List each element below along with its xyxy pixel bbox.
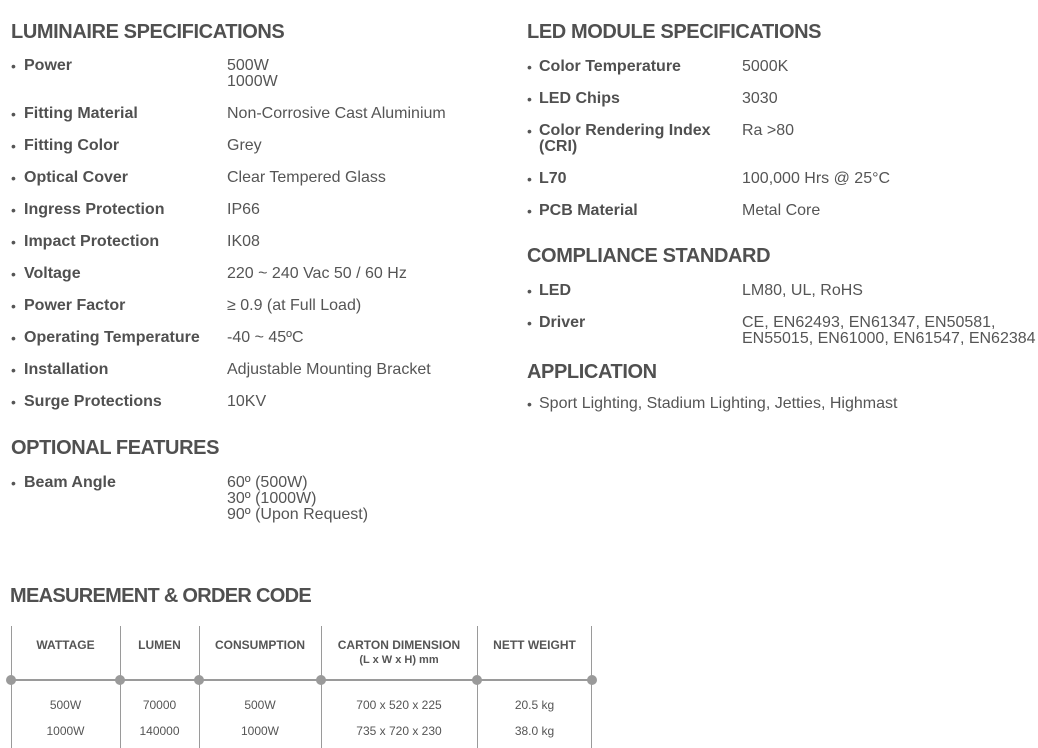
spec-value-line: 5000K [742, 58, 789, 75]
optional-features-title: OPTIONAL FEATURES [11, 437, 220, 459]
spec-value-line: Ra >80 [742, 122, 795, 139]
spec-value [227, 58, 517, 90]
table-header-cell [321, 638, 477, 668]
spec-value-line: Non-Corrosive Cast Aluminium [227, 105, 446, 122]
bullet-glyph: • [527, 203, 532, 219]
spec-label-line: LED Chips [539, 90, 620, 107]
table-header-divider [11, 679, 592, 681]
spec-label [539, 203, 739, 219]
spec-value-line: IK08 [227, 233, 260, 250]
table-cell: 500W [244, 698, 276, 712]
spec-value-line: Clear Tempered Glass [227, 169, 386, 186]
table-cell: 700 x 520 x 225 [356, 698, 442, 712]
spec-label-line: L70 [539, 170, 567, 187]
spec-value-line: 1000W [227, 73, 278, 90]
spec-label-line: PCB Material [539, 202, 638, 219]
spec-label: Optical Cover [24, 169, 129, 186]
led-module-specs-title: LED MODULE SPECIFICATIONS [527, 21, 822, 43]
table-node-dot [316, 675, 326, 685]
spec-value-line: 500W [227, 57, 269, 74]
spec-value [227, 475, 517, 523]
application-section [527, 360, 1032, 414]
spec-value [742, 203, 1038, 219]
spec-label [539, 283, 739, 299]
bullet-glyph: • [527, 171, 532, 187]
spec-value-line: EN55015, EN61000, EN61547, EN62384 [742, 330, 1036, 347]
table-header-text: CONSUMPTION [215, 638, 305, 652]
spec-label: Operating Temperature [24, 329, 200, 346]
bullet-glyph: • [527, 396, 532, 412]
spec-label-line: (CRI) [539, 138, 578, 155]
spec-value [227, 298, 517, 314]
bullet-glyph: • [527, 123, 532, 139]
spec-label: Power [24, 57, 73, 74]
bullet-glyph: • [11, 202, 16, 218]
spec-value [742, 123, 1038, 139]
bullet-glyph: • [527, 315, 532, 331]
spec-value [227, 330, 517, 346]
table-cell: 140000 [139, 724, 180, 738]
spec-value-line: Metal Core [742, 202, 821, 219]
spec-label-line: Driver [539, 314, 586, 331]
order-code-table [11, 626, 592, 748]
spec-value-line: 60º (500W) [227, 474, 308, 491]
application-title: APPLICATION [527, 361, 657, 383]
spec-value [227, 234, 517, 250]
bullet-glyph: • [11, 106, 16, 122]
spec-value-line: Adjustable Mounting Bracket [227, 361, 431, 378]
spec-label-line: Color Rendering Index [539, 122, 711, 139]
led-module-section [527, 20, 1032, 219]
luminaire-specs-title: LUMINAIRE SPECIFICATIONS [11, 21, 285, 43]
bullet-glyph: • [11, 170, 16, 186]
table-node-dot [115, 675, 125, 685]
bullet-glyph: • [11, 266, 16, 282]
bullet-glyph: • [11, 394, 16, 410]
table-node-dot [472, 675, 482, 685]
table-header-text: CARTON DIMENSION [337, 638, 461, 652]
spec-value-line: 100,000 Hrs @ 25°C [742, 170, 891, 187]
spec-label: Surge Protections [24, 393, 162, 410]
table-header-cell [199, 638, 321, 653]
bullet-glyph: • [11, 330, 16, 346]
spec-value-line: Grey [227, 137, 262, 154]
table-header-text: (L x W x H) mm [359, 654, 439, 666]
table-header-cell [120, 638, 199, 653]
application-text: Sport Lighting, Stadium Lighting, Jetties, Highmast [539, 395, 898, 412]
spec-label [539, 171, 739, 187]
spec-label [539, 91, 739, 107]
measurement-order-code-title: MEASUREMENT & ORDER CODE [10, 585, 311, 607]
spec-label: Voltage [24, 265, 81, 282]
table-header-text: NETT WEIGHT [493, 638, 576, 652]
table-cell: 70000 [142, 698, 177, 712]
spec-value [227, 202, 517, 218]
bullet-glyph: • [11, 58, 16, 74]
compliance-section [527, 244, 1036, 347]
spec-label [539, 59, 739, 75]
spec-label: Impact Protection [24, 233, 160, 250]
spec-label [539, 315, 739, 331]
spec-value [227, 394, 517, 410]
spec-label: Ingress Protection [24, 201, 165, 218]
table-cell: 1000W [240, 724, 280, 738]
spec-value-line: ≥ 0.9 (at Full Load) [227, 297, 362, 314]
left-column [11, 20, 511, 410]
compliance-standard-title: COMPLIANCE STANDARD [527, 245, 771, 267]
bullet-glyph: • [11, 475, 16, 491]
bullet-glyph: • [527, 59, 532, 75]
table-node-dot [587, 675, 597, 685]
table-header-cell [477, 638, 592, 653]
spec-value-line: 220 ~ 240 Vac 50 / 60 Hz [227, 265, 407, 282]
table-cell: 20.5 kg [514, 698, 555, 712]
spec-value [227, 362, 517, 378]
table-header-text: WATTAGE [36, 638, 95, 652]
table-cell: 735 x 720 x 230 [356, 724, 442, 738]
spec-label: Installation [24, 361, 109, 378]
spec-value-line: 90º (Upon Request) [227, 506, 369, 523]
spec-label: Power Factor [24, 297, 126, 314]
spec-value [227, 170, 517, 186]
table-node-dot [6, 675, 16, 685]
spec-value [227, 266, 517, 282]
spec-value-line: 3030 [742, 90, 778, 107]
bullet-glyph: • [11, 298, 16, 314]
spec-label-line: LED [539, 282, 571, 299]
bullet-glyph: • [11, 234, 16, 250]
spec-label [539, 123, 739, 155]
table-header-text: LUMEN [138, 638, 181, 652]
bullet-glyph: • [11, 138, 16, 154]
spec-value [742, 171, 1038, 187]
table-cell: 500W [49, 698, 82, 712]
table-header-cell [11, 638, 120, 653]
spec-value-line: 30º (1000W) [227, 490, 317, 507]
spec-value-line: IP66 [227, 201, 260, 218]
bullet-glyph: • [11, 362, 16, 378]
spec-value [742, 91, 1038, 107]
bullet-glyph: • [527, 283, 532, 299]
spec-label: Fitting Material [24, 105, 138, 122]
table-cell: 1000W [46, 724, 85, 738]
spec-value-line: CE, EN62493, EN61347, EN50581, [742, 314, 996, 331]
spec-label-line: Color Temperature [539, 58, 681, 75]
spec-value [227, 106, 517, 122]
bullet-glyph: • [527, 91, 532, 107]
spec-label: Beam Angle [24, 474, 116, 491]
spec-value-line: LM80, UL, RoHS [742, 282, 863, 299]
spec-value-line: -40 ~ 45ºC [227, 329, 304, 346]
spec-value [742, 315, 1038, 347]
application-item [527, 396, 1032, 414]
spec-value [227, 138, 517, 154]
spec-value [742, 283, 1038, 299]
spec-value-line: 10KV [227, 393, 267, 410]
spec-label: Fitting Color [24, 137, 120, 154]
table-cell: 38.0 kg [514, 724, 555, 738]
spec-value [742, 59, 1038, 75]
optional-features-section [11, 436, 511, 523]
table-node-dot [194, 675, 204, 685]
